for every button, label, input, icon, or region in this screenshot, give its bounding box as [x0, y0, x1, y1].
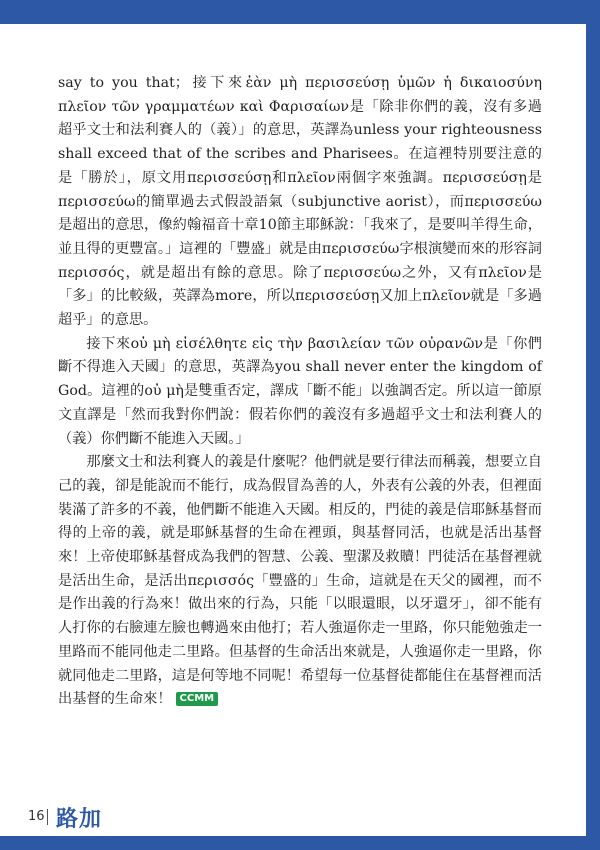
paragraph-2: 接下來οὐ μὴ εἰσέλθητε εἰς τὴν βασιλείαν τῶν οὐρανῶν是「你們斷不得進入天國」的意思，英譯為you shall never enter the kingdom of God。這裡的οὐ μὴ是雙重否定，譯成「斷不能」以強調否定。所以這一節原文直譯是「然而我對你們說：假若你們的義沒有多過超乎文士和法利賽人的（義）你們斷不能進入天國。」: [58, 335, 542, 447]
paragraph-3: [58, 451, 542, 712]
paragraph-3-text: 那麼文士和法利賽人的義是什麼呢？他們就是要行律法而稱義，想要立自己的義，卻是能說而不能行，成為假冒為善的人，外表有公義的外表，但裡面裝滿了許多的不義，他們斷不能進入天國。相反的，門徒的義是信耶穌基督而得的上帝的義，就是耶穌基督的生命在裡頭，與基督同活，也就是活出基督來！上帝使耶穌基督成為我們的智慧、公義、聖潔及救贖！門徒活在基督裡就是活出生命，是活出περισσός「豐盛的」生命，這就是在天父的國裡，而不是作出義的行為來！做出來的行為，只能「以眼還眼，以牙還牙」，卻不能有人打你的右臉連左臉也轉過來由他打；若人強逼你走一里路，你只能勉強走一里路而不能同他走二里路。但基督的生命活出來就是，人強逼你走一里路，你就同他走二里路，這是何等地不同呢！希望每一位基督徒都能住在基督裡而活出基督的生命來！: [58, 454, 542, 708]
page-number: 16: [28, 809, 45, 824]
page-frame-bottom: [0, 836, 600, 850]
ccmm-badge: CCMM: [176, 692, 219, 706]
paragraph-1: say to you that；接下來ἐὰν μὴ περισσεύσῃ ὑμῶν ἡ δικαιοσύνη πλεῖον τῶν γραμματέων καὶ Φαρισαίων是「除非你們的義，沒有多過超乎文士和法利賽人的（義）」的意思，英譯為unless your righteousness shall exceed that of the scribes and Pharisees。在這裡特別要注意的是「勝於」，原文用περισσεύσῃ和πλεῖον兩個字來強調。περισσεύσῃ是περισσεύω的簡單過去式假設語氣（subjunctive aorist），而περισσεύω是超出的意思，像約翰福音十章10節主耶穌說：「我來了，是要叫羊得生命，並且得的更豐富。」這裡的「豐盛」就是由περισσεύω字根演變而來的形容詞περισσός，就是超出有餘的意思。除了περισσεύω之外，又有πλεῖον是「多」的比較級，英譯為more，所以περισσεύσῃ又加上πλεῖον就是「多過超乎」的意思。: [58, 75, 542, 329]
page-frame-top: [0, 0, 600, 24]
article-body: [58, 72, 542, 712]
page-footer: [0, 795, 586, 832]
magazine-logo: 路加: [56, 807, 103, 832]
footer-divider: [47, 809, 48, 825]
page-frame-right: [586, 0, 600, 850]
